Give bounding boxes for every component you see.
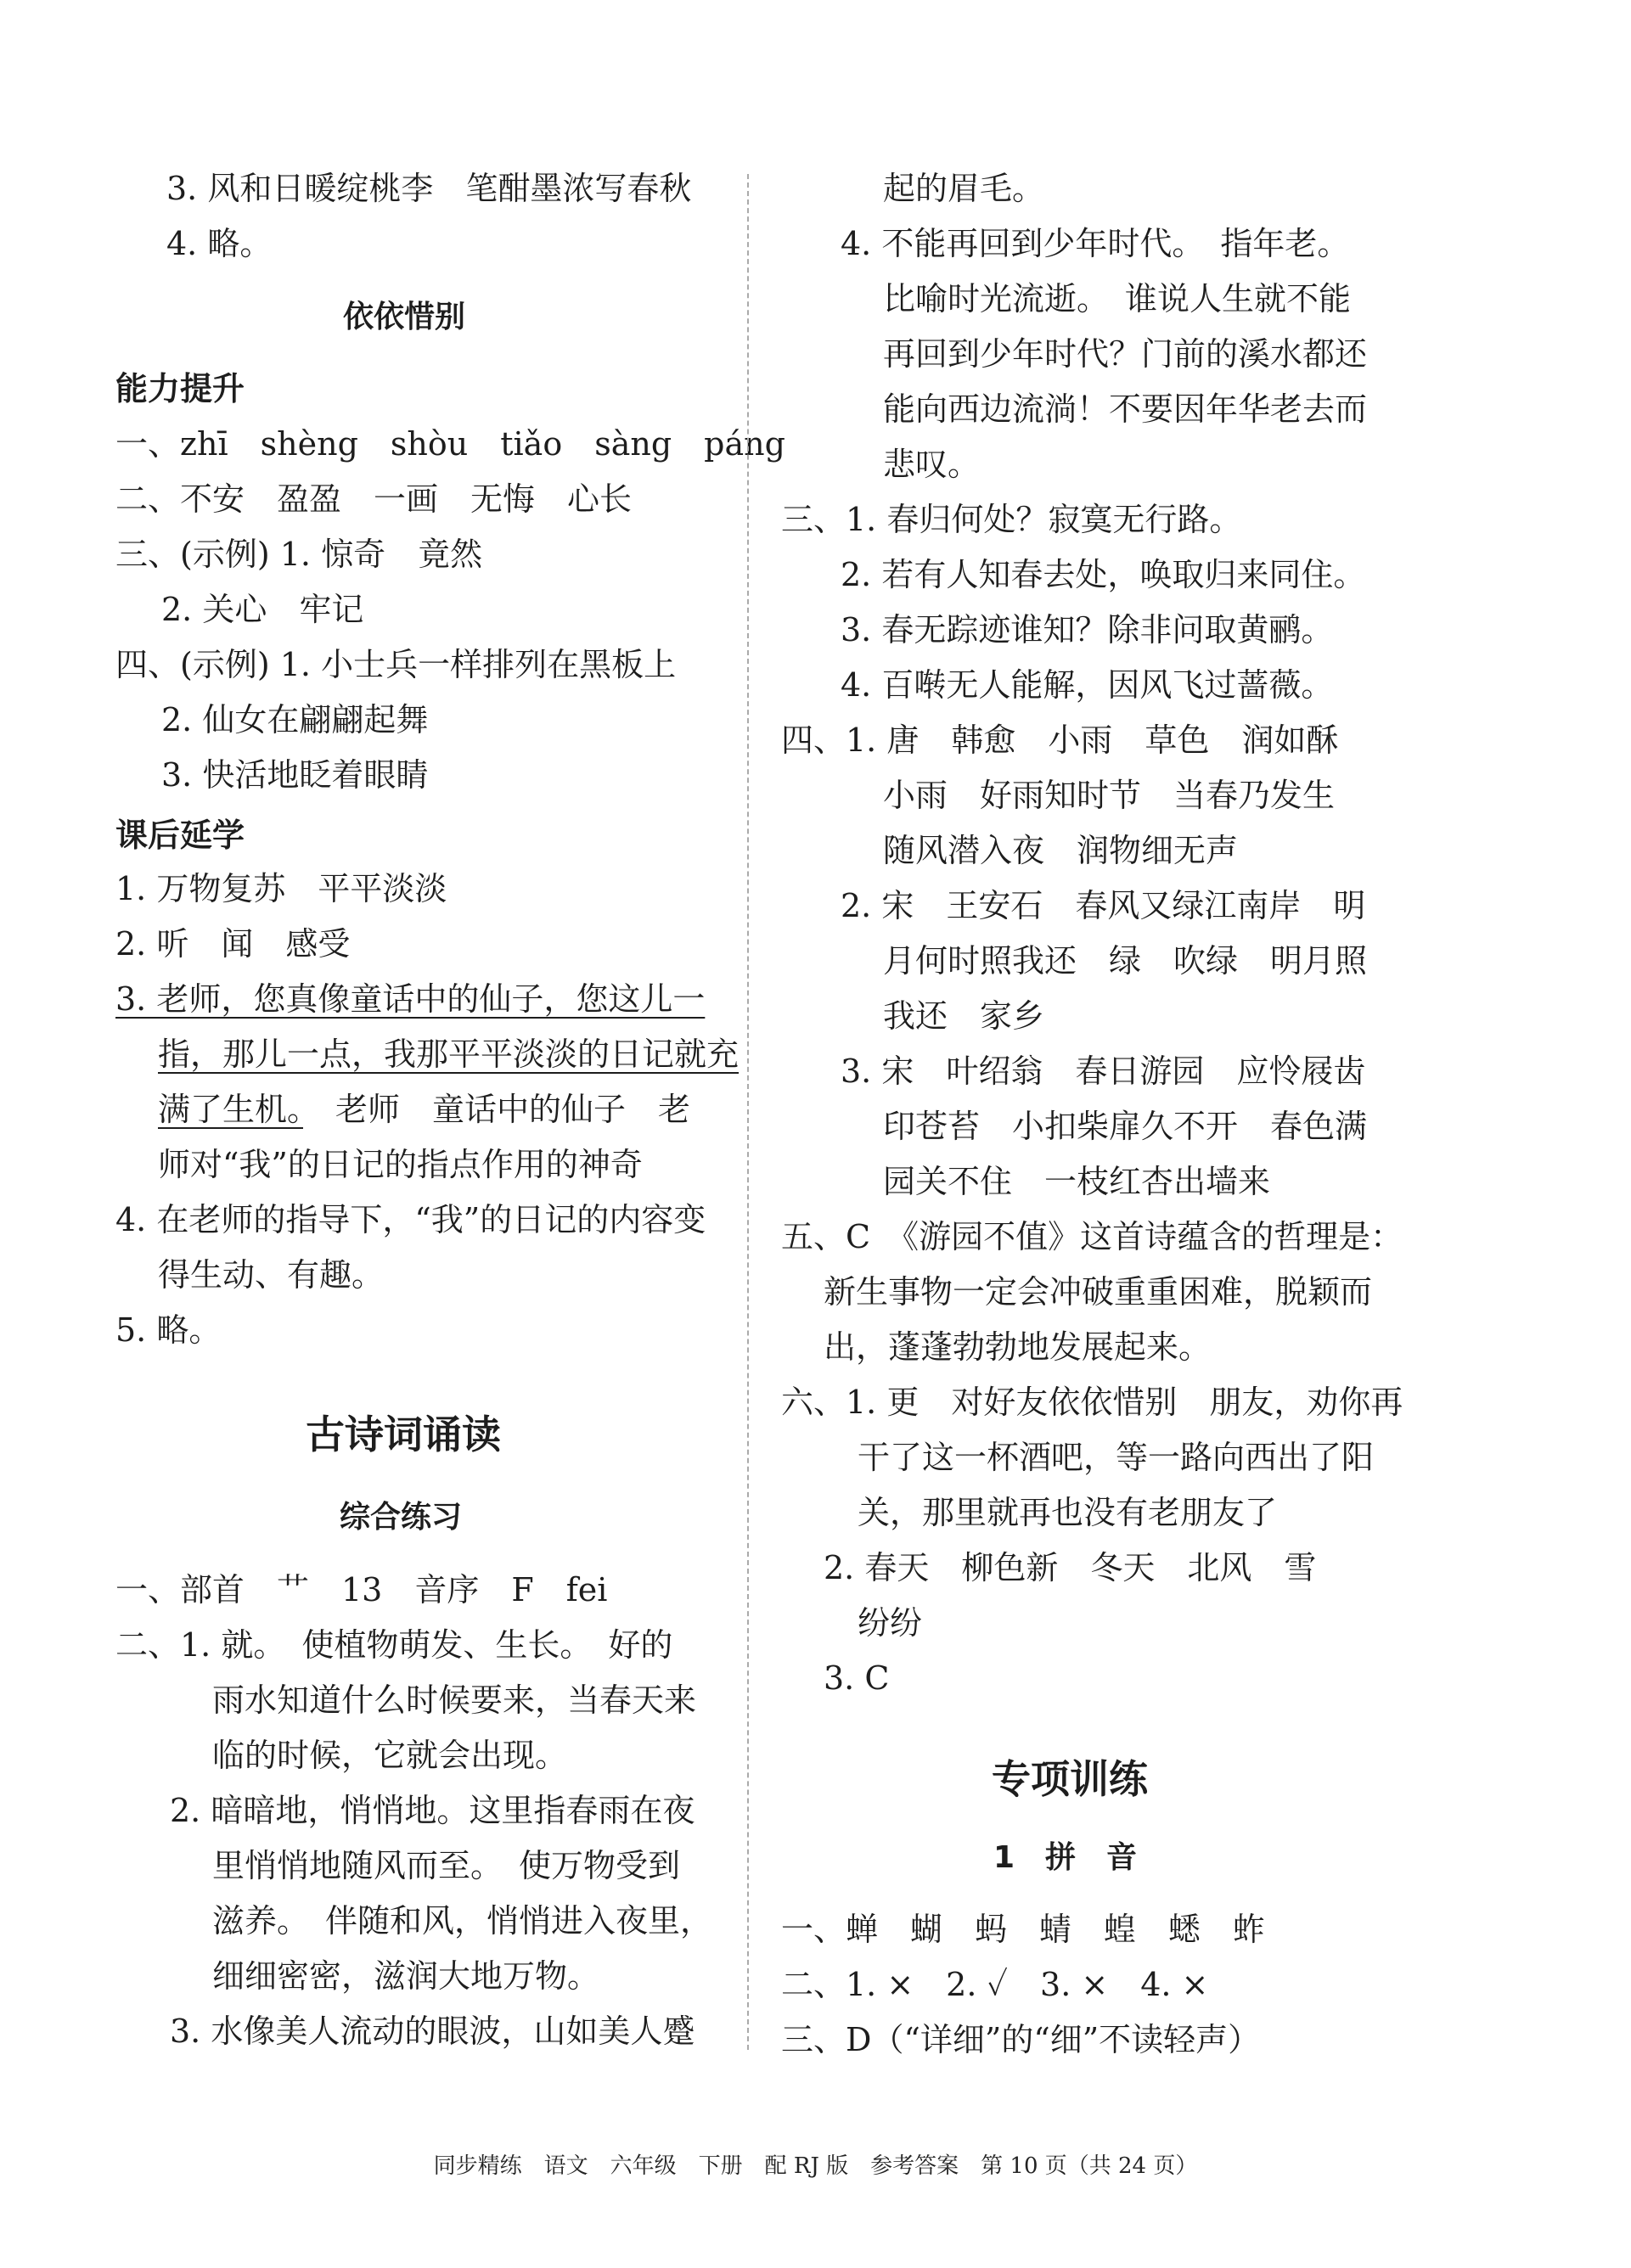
answer-line: 师对“我”的日记的指点作用的神奇 — [158, 1146, 643, 1183]
answer-line: 悲叹。 — [883, 446, 981, 483]
answer-line: 月何时照我还 绿 吹绿 明月照 — [883, 942, 1368, 980]
subsection-heading: 能力提升 — [115, 370, 245, 407]
answer-line: 关，那里就再也没有老朋友了 — [858, 1494, 1278, 1531]
underlined-answer: 3. 老师，您真像童话中的仙子，您这儿一 — [115, 980, 706, 1018]
answer-line: 新生事物一定会冲破重重困难，脱颖而 — [824, 1273, 1373, 1311]
answer-line: 3. 宋 叶绍翁 春日游园 应怜屐齿 — [841, 1053, 1366, 1090]
answer-line: 三、(示例) 1. 惊奇 竟然 — [115, 536, 483, 573]
answer-line: 临的时候，它就会出现。 — [212, 1737, 568, 1774]
answer-line: 3. 春无踪迹谁知？除非问取黄鹂。 — [841, 611, 1334, 648]
answer-line: 滋养。 伴随和风，悄悄进入夜里， — [212, 1902, 713, 1940]
answer-line: 能向西边流淌！不要因年华老去而 — [883, 390, 1368, 428]
answer-line: 2. 春天 柳色新 冬天 北风 雪 — [824, 1549, 1317, 1586]
section-title: 依依惜别 — [343, 300, 466, 334]
answer-line: 园关不住 一枝红杏出墙来 — [883, 1163, 1271, 1200]
answer-line: 二、1. × 2. ✓ 3. × 4. × — [781, 1966, 1209, 2003]
answer-line: 出，蓬蓬勃勃地发展起来。 — [824, 1328, 1212, 1366]
answer-line: 得生动、有趣。 — [158, 1256, 385, 1294]
answer-line: 雨水知道什么时候要来，当春天来 — [212, 1681, 697, 1719]
answer-line: 4. 在老师的指导下，“我”的日记的内容变 — [115, 1201, 706, 1238]
answer-line: 1. 万物复苏 平平淡淡 — [115, 870, 447, 907]
answer-line: 六、1. 更 对好友依依惜别 朋友，劝你再 — [781, 1384, 1403, 1421]
answer-line: 我还 家乡 — [883, 997, 1045, 1035]
answer-line: 3. 快活地眨着眼睛 — [161, 756, 429, 794]
answer-line: 里悄悄地随风而至。 使万物受到 — [212, 1847, 681, 1884]
answer-line: 随风潜入夜 润物细无声 — [883, 832, 1239, 869]
answer-line: 一、蝉 蝴 蚂 蜻 蝗 蟋 蚱 — [781, 1911, 1266, 1948]
answer-line: 2. 宋 王安石 春风又绿江南岸 明 — [841, 887, 1366, 924]
underlined-answer: 指，那儿一点，我那平平淡淡的日记就充 — [158, 1036, 740, 1073]
answer-line: 三、D（“详细”的“细”不读轻声） — [781, 2021, 1261, 2058]
subsection-heading: 课后延学 — [115, 817, 245, 854]
answer-line: 五、C 《游园不值》这首诗蕴含的哲理是： — [781, 1218, 1403, 1255]
answer-line: 4. 略。 — [166, 225, 273, 262]
answer-line: 一、zhī shèng shòu tiǎo sàng páng — [115, 425, 785, 463]
answer-line: 5. 略。 — [115, 1311, 222, 1349]
answer-line: 3. C — [824, 1659, 890, 1697]
answer-line: 3. 水像美人流动的眼波，山如美人蹙 — [170, 2013, 695, 2050]
answer-line: 三、1. 春归何处？寂寞无行路。 — [781, 501, 1242, 538]
answer-line: 小雨 好雨知时节 当春乃发生 — [883, 777, 1336, 814]
answer-line: 3. 风和日暖绽桃李 笔酣墨浓写春秋 — [166, 170, 692, 207]
answer-line: 4. 不能再回到少年时代。 指年老。 — [841, 225, 1350, 262]
answer-line: 2. 暗暗地，悄悄地。这里指春雨在夜 — [170, 1792, 695, 1829]
answer-line: 2. 关心 牢记 — [161, 591, 364, 628]
answer-line: 二、1. 就。 使植物萌发、生长。 好的 — [115, 1626, 673, 1664]
answer-line: 印苍苔 小扣柴扉久不开 春色满 — [883, 1108, 1368, 1145]
page-footer: 同步精练 语文 六年级 下册 配 RJ 版 参考答案 第 10 页（共 24 页） — [433, 2153, 1198, 2179]
answer-line: 2. 若有人知春去处，唤取归来同住。 — [841, 556, 1366, 593]
answer-line: 起的眉毛。 — [883, 170, 1045, 207]
answer-line: 4. 百啭无人能解，因风飞过蔷薇。 — [841, 666, 1334, 704]
chapter-title: 专项训练 — [992, 1756, 1148, 1802]
answer-line: 一、部首 艹 13 音序 F fei — [115, 1571, 608, 1608]
answer-line: 二、不安 盈盈 一画 无悔 心长 — [115, 480, 633, 518]
answer-line: 2. 仙女在翩翩起舞 — [161, 701, 429, 738]
answer-line: 比喻时光流逝。 谁说人生就不能 — [883, 280, 1352, 317]
answer-line: 四、(示例) 1. 小士兵一样排列在黑板上 — [115, 646, 677, 683]
answer-line: 四、1. 唐 韩愈 小雨 草色 润如酥 — [781, 721, 1339, 759]
section-title: 1 拼 音 — [993, 1840, 1138, 1875]
answer-line: 细细密密，滋润大地万物。 — [212, 1957, 600, 1995]
answer-line: 纷纷 — [858, 1604, 923, 1642]
answer-line: 再回到少年时代？门前的溪水都还 — [883, 335, 1368, 373]
answer-line: 干了这一杯酒吧，等一路向西出了阳 — [858, 1439, 1375, 1476]
underlined-answer: 满了生机。 — [158, 1091, 304, 1128]
column-divider — [747, 174, 749, 2050]
chapter-title: 古诗词诵读 — [306, 1412, 501, 1457]
section-title: 综合练习 — [340, 1500, 463, 1535]
answer-text: 老师 童话中的仙子 老 — [303, 1091, 691, 1128]
answer-line: 2. 听 闻 感受 — [115, 925, 351, 963]
answer-line — [158, 1087, 690, 1131]
